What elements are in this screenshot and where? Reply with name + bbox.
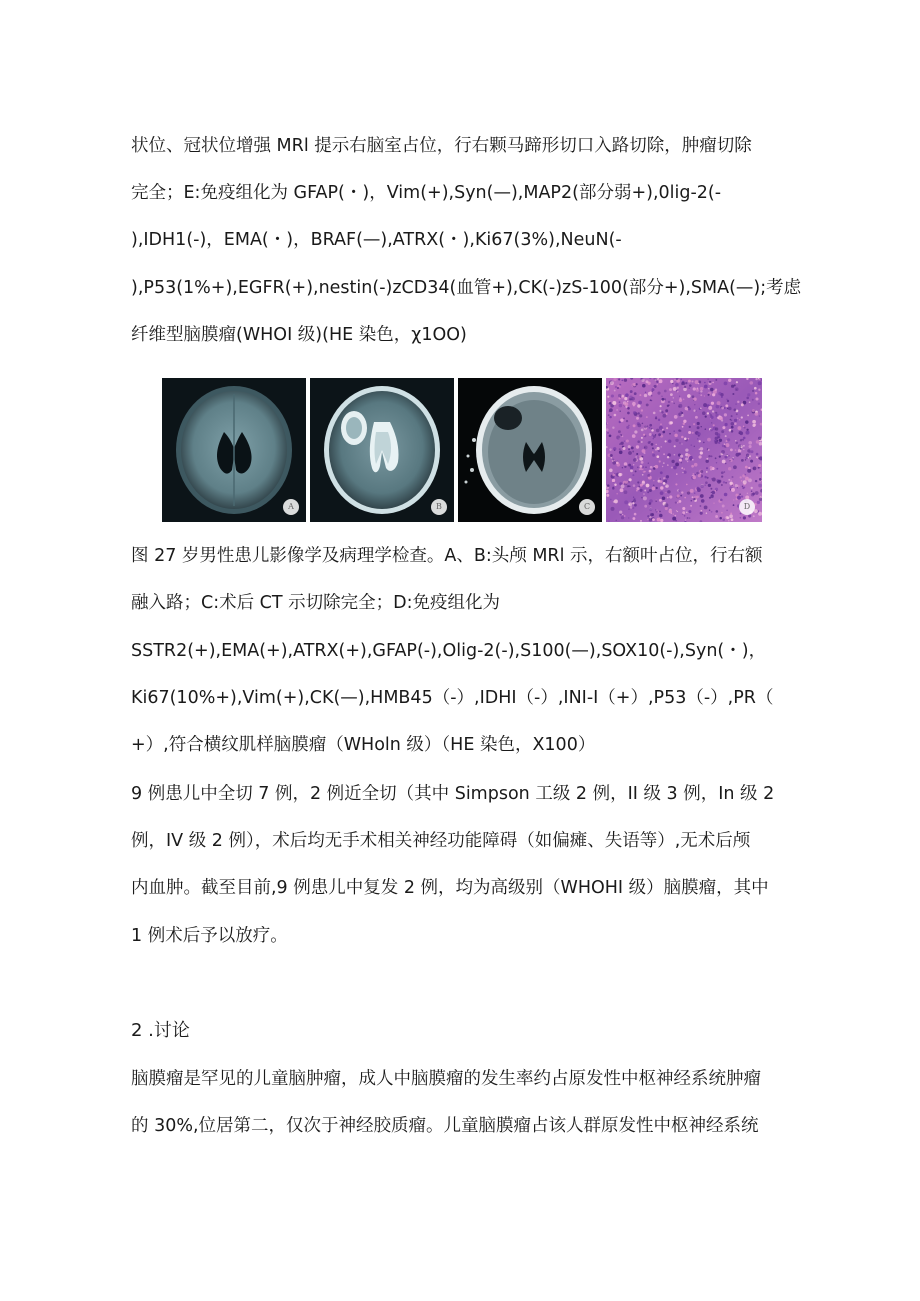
caption-line: +）,符合横纹肌样脑膜瘤（WHoln 级）（HE 染色，X100）: [131, 735, 596, 755]
text-line: 内血肿。截至目前,9 例患儿中复发 2 例，均为高级别（WHOHI 级）脑膜瘤，其中: [131, 878, 769, 898]
histology-image: [606, 378, 762, 522]
panel-label: D: [739, 499, 755, 515]
text-line: 的 30%,位居第二，仅次于神经胶质瘤。儿童脑膜瘤占该人群原发性中枢神经系统: [131, 1116, 759, 1136]
text-line: ),IDH1(-)，EMA(・)，BRAF(—),ATRX(・),Ki67(3%),NeuN(-: [131, 230, 622, 250]
figure-panel-b: [310, 378, 454, 522]
text-line: 完全；E:免疫组化为 GFAP(・)，Vim(+),Syn(—),MAP2(部分弱+),0lig-2(-: [131, 183, 722, 203]
text-line: ),P53(1%+),EGFR(+),nestin(-)zCD34(血管+),CK(-)zS-100(部分+),SMA(—);考虑: [131, 278, 802, 298]
panel-label: C: [579, 499, 595, 515]
caption-line: Ki67(10%+),Vim(+),CK(—),HMB45（-）,IDHI（-）,INI-I（+）,P53（-）,PR（: [131, 688, 774, 708]
figure-panel-d: [606, 378, 762, 522]
figure-panel-c: [458, 378, 602, 522]
text-line: 纤维型脑膜瘤(WHOI 级)(HE 染色，χ1OO): [131, 325, 467, 345]
text-line: 1 例术后予以放疗。: [131, 926, 288, 946]
text-line: 例，IV 级 2 例），术后均无手术相关神经功能障碍（如偏瘫、失语等）,无术后颅: [131, 831, 751, 851]
caption-line: SSTR2(+),EMA(+),ATRX(+),GFAP(-),Olig-2(-),S100(—),SOX10(-),Syn(・)，: [131, 641, 767, 661]
caption-line: 融入路；C:术后 CT 示切除完全；D:免疫组化为: [131, 593, 501, 613]
caption-line: 图 27 岁男性患儿影像学及病理学检查。A、B:头颅 MRl 示，右额叶占位，行右额: [131, 546, 763, 566]
section-heading: 2 .讨论: [131, 1020, 190, 1041]
panel-label: B: [431, 499, 447, 515]
figure-panels: [162, 378, 762, 522]
figure-panel-a: [162, 378, 306, 522]
text-line: 状位、冠状位增强 MRl 提示右脑室占位，行右颗马蹄形切口入路切除，肿瘤切除: [131, 136, 752, 156]
text-line: 9 例患儿中全切 7 例，2 例近全切（其中 Simpson 工级 2 例，II 级 3 例，In 级 2: [131, 784, 775, 804]
panel-label: A: [283, 499, 299, 515]
text-line: 脑膜瘤是罕见的儿童脑肿瘤，成人中脑膜瘤的发生率约占原发性中枢神经系统肿瘤: [131, 1069, 761, 1089]
